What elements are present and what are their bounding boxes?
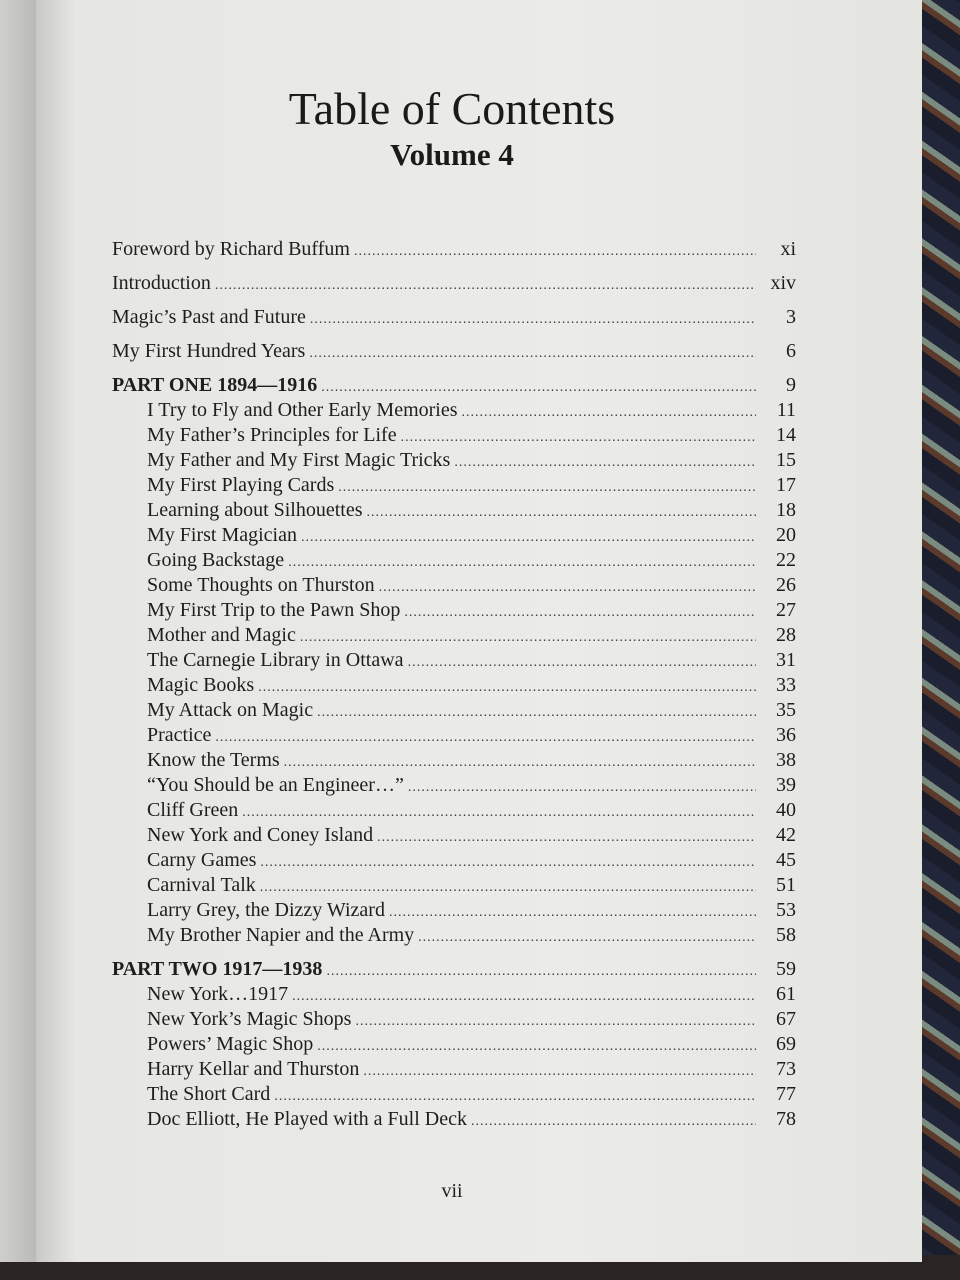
entry-title: My Father and My First Magic Tricks xyxy=(147,449,451,471)
entry-title: The Carnegie Library in Ottawa xyxy=(147,649,404,671)
entry-title: Some Thoughts on Thurston xyxy=(147,574,375,596)
toc-part-heading xyxy=(112,373,796,398)
dot-leader xyxy=(471,1109,756,1134)
entry-title: My First Hundred Years xyxy=(112,340,306,362)
toc-subentry xyxy=(112,1082,796,1107)
entry-title: Larry Grey, the Dizzy Wizard xyxy=(147,899,385,921)
entry-page-number: 22 xyxy=(776,549,796,571)
volume-subtitle: Volume 4 xyxy=(390,137,514,172)
entry-title: My Father’s Principles for Life xyxy=(147,424,397,446)
dot-leader xyxy=(260,850,756,875)
toc-subentry xyxy=(112,523,796,548)
entry-title: Magic’s Past and Future xyxy=(112,306,306,328)
entry-title: My First Trip to the Pawn Shop xyxy=(147,599,401,621)
toc-subentry xyxy=(112,848,796,873)
entry-title: Practice xyxy=(147,724,212,746)
entry-title: Mother and Magic xyxy=(147,624,296,646)
entry-title: Going Backstage xyxy=(147,549,285,571)
entry-page-number: 77 xyxy=(776,1083,796,1105)
entry-page-number: 51 xyxy=(776,874,796,896)
dot-leader xyxy=(301,525,756,550)
entry-title: My Brother Napier and the Army xyxy=(147,924,415,946)
entry-title: Magic Books xyxy=(147,674,255,696)
entry-title: New York…1917 xyxy=(147,983,289,1005)
entry-title: My Attack on Magic xyxy=(147,699,314,721)
dot-leader xyxy=(274,1084,756,1109)
entry-page-number: 35 xyxy=(776,699,796,721)
dot-leader xyxy=(389,900,756,925)
dot-leader xyxy=(310,307,756,332)
toc-subentry xyxy=(112,698,796,723)
dot-leader xyxy=(354,239,756,264)
table-of-contents xyxy=(112,237,796,1132)
entry-page-number: 61 xyxy=(776,983,796,1005)
entry-title: Introduction xyxy=(112,272,211,294)
entry-page-number: xi xyxy=(780,238,796,260)
entry-page-number: 67 xyxy=(776,1008,796,1030)
toc-entry xyxy=(112,271,796,296)
entry-page-number: 26 xyxy=(776,574,796,596)
entry-page-number: xiv xyxy=(770,272,796,294)
toc-entry xyxy=(112,237,796,262)
page-number: vii xyxy=(441,1180,463,1202)
dot-leader xyxy=(242,800,756,825)
toc-subentry xyxy=(112,423,796,448)
entry-page-number: 58 xyxy=(776,924,796,946)
dot-leader xyxy=(326,959,756,984)
dot-leader xyxy=(377,825,756,850)
entry-page-number: 38 xyxy=(776,749,796,771)
entry-page-number: 73 xyxy=(776,1058,796,1080)
dot-leader xyxy=(284,750,756,775)
dot-leader xyxy=(215,725,756,750)
entry-title: Carnival Talk xyxy=(147,874,256,896)
entry-page-number: 3 xyxy=(786,306,796,328)
entry-title: I Try to Fly and Other Early Memories xyxy=(147,399,458,421)
toc-subentry xyxy=(112,898,796,923)
facing-page-edge xyxy=(0,0,40,1262)
entry-title: Learning about Silhouettes xyxy=(147,499,363,521)
dot-leader xyxy=(379,575,756,600)
toc-entry xyxy=(112,305,796,330)
book-page xyxy=(36,0,922,1262)
entry-title: Foreword by Richard Buffum xyxy=(112,238,350,260)
dot-leader xyxy=(309,341,756,366)
toc-subentry xyxy=(112,648,796,673)
toc-subentry xyxy=(112,673,796,698)
dot-leader xyxy=(258,675,756,700)
entry-page-number: 40 xyxy=(776,799,796,821)
entry-title: Cliff Green xyxy=(147,799,239,821)
entry-page-number: 14 xyxy=(776,424,796,446)
entry-page-number: 6 xyxy=(786,340,796,362)
toc-subentry xyxy=(112,1107,796,1132)
entry-page-number: 33 xyxy=(776,674,796,696)
dot-leader xyxy=(401,425,756,450)
entry-title: Know the Terms xyxy=(147,749,280,771)
entry-page-number: 9 xyxy=(786,374,796,396)
page-title: Table of Contents xyxy=(288,83,616,134)
dot-leader xyxy=(408,775,756,800)
entry-page-number: 45 xyxy=(776,849,796,871)
dot-leader xyxy=(355,1009,756,1034)
entry-title: Powers’ Magic Shop xyxy=(147,1033,314,1055)
entry-title: My First Playing Cards xyxy=(147,474,335,496)
dot-leader xyxy=(260,875,756,900)
entry-page-number: 27 xyxy=(776,599,796,621)
toc-subentry xyxy=(112,573,796,598)
toc-subentry xyxy=(112,498,796,523)
toc-subentry xyxy=(112,982,796,1007)
entry-title: My First Magician xyxy=(147,524,297,546)
toc-subentry xyxy=(112,398,796,423)
toc-subentry xyxy=(112,548,796,573)
toc-subentry xyxy=(112,798,796,823)
dot-leader xyxy=(321,375,756,400)
toc-subentry xyxy=(112,773,796,798)
toc-subentry xyxy=(112,1057,796,1082)
entry-title: The Short Card xyxy=(147,1083,271,1105)
toc-subentry xyxy=(112,598,796,623)
toc-subentry xyxy=(112,1032,796,1057)
toc-part-heading xyxy=(112,957,796,982)
entry-page-number: 17 xyxy=(776,474,796,496)
entry-page-number: 18 xyxy=(776,499,796,521)
entry-page-number: 59 xyxy=(776,958,796,980)
dot-leader xyxy=(408,650,756,675)
dot-leader xyxy=(317,700,756,725)
entry-title: New York and Coney Island xyxy=(147,824,374,846)
toc-subentry xyxy=(112,473,796,498)
entry-page-number: 69 xyxy=(776,1033,796,1055)
toc-subentry xyxy=(112,823,796,848)
entry-page-number: 36 xyxy=(776,724,796,746)
entry-page-number: 78 xyxy=(776,1108,796,1130)
dot-leader xyxy=(288,550,756,575)
dot-leader xyxy=(454,450,756,475)
entry-page-number: 20 xyxy=(776,524,796,546)
entry-page-number: 39 xyxy=(776,774,796,796)
entry-title: “You Should be an Engineer…” xyxy=(147,774,404,796)
toc-subentry xyxy=(112,923,796,948)
entry-page-number: 11 xyxy=(776,399,796,421)
entry-page-number: 31 xyxy=(776,649,796,671)
entry-title: PART TWO 1917—1938 xyxy=(112,958,323,980)
entry-title: New York’s Magic Shops xyxy=(147,1008,352,1030)
entry-title: PART ONE 1894—1916 xyxy=(112,374,318,396)
dot-leader xyxy=(300,625,756,650)
dot-leader xyxy=(363,1059,756,1084)
entry-title: Carny Games xyxy=(147,849,257,871)
toc-subentry xyxy=(112,723,796,748)
toc-subentry xyxy=(112,1007,796,1032)
entry-title: Harry Kellar and Thurston xyxy=(147,1058,360,1080)
toc-subentry xyxy=(112,748,796,773)
dot-leader xyxy=(367,500,756,525)
dot-leader xyxy=(292,984,756,1009)
dot-leader xyxy=(404,600,756,625)
entry-page-number: 15 xyxy=(776,449,796,471)
toc-subentry xyxy=(112,623,796,648)
dot-leader xyxy=(215,273,756,298)
toc-entry xyxy=(112,339,796,364)
toc-subentry xyxy=(112,448,796,473)
toc-subentry xyxy=(112,873,796,898)
entry-page-number: 53 xyxy=(776,899,796,921)
dot-leader xyxy=(317,1034,756,1059)
dot-leader xyxy=(418,925,756,950)
entry-page-number: 28 xyxy=(776,624,796,646)
dot-leader xyxy=(338,475,756,500)
entry-page-number: 42 xyxy=(776,824,796,846)
entry-title: Doc Elliott, He Played with a Full Deck xyxy=(147,1108,467,1130)
dot-leader xyxy=(462,400,756,425)
